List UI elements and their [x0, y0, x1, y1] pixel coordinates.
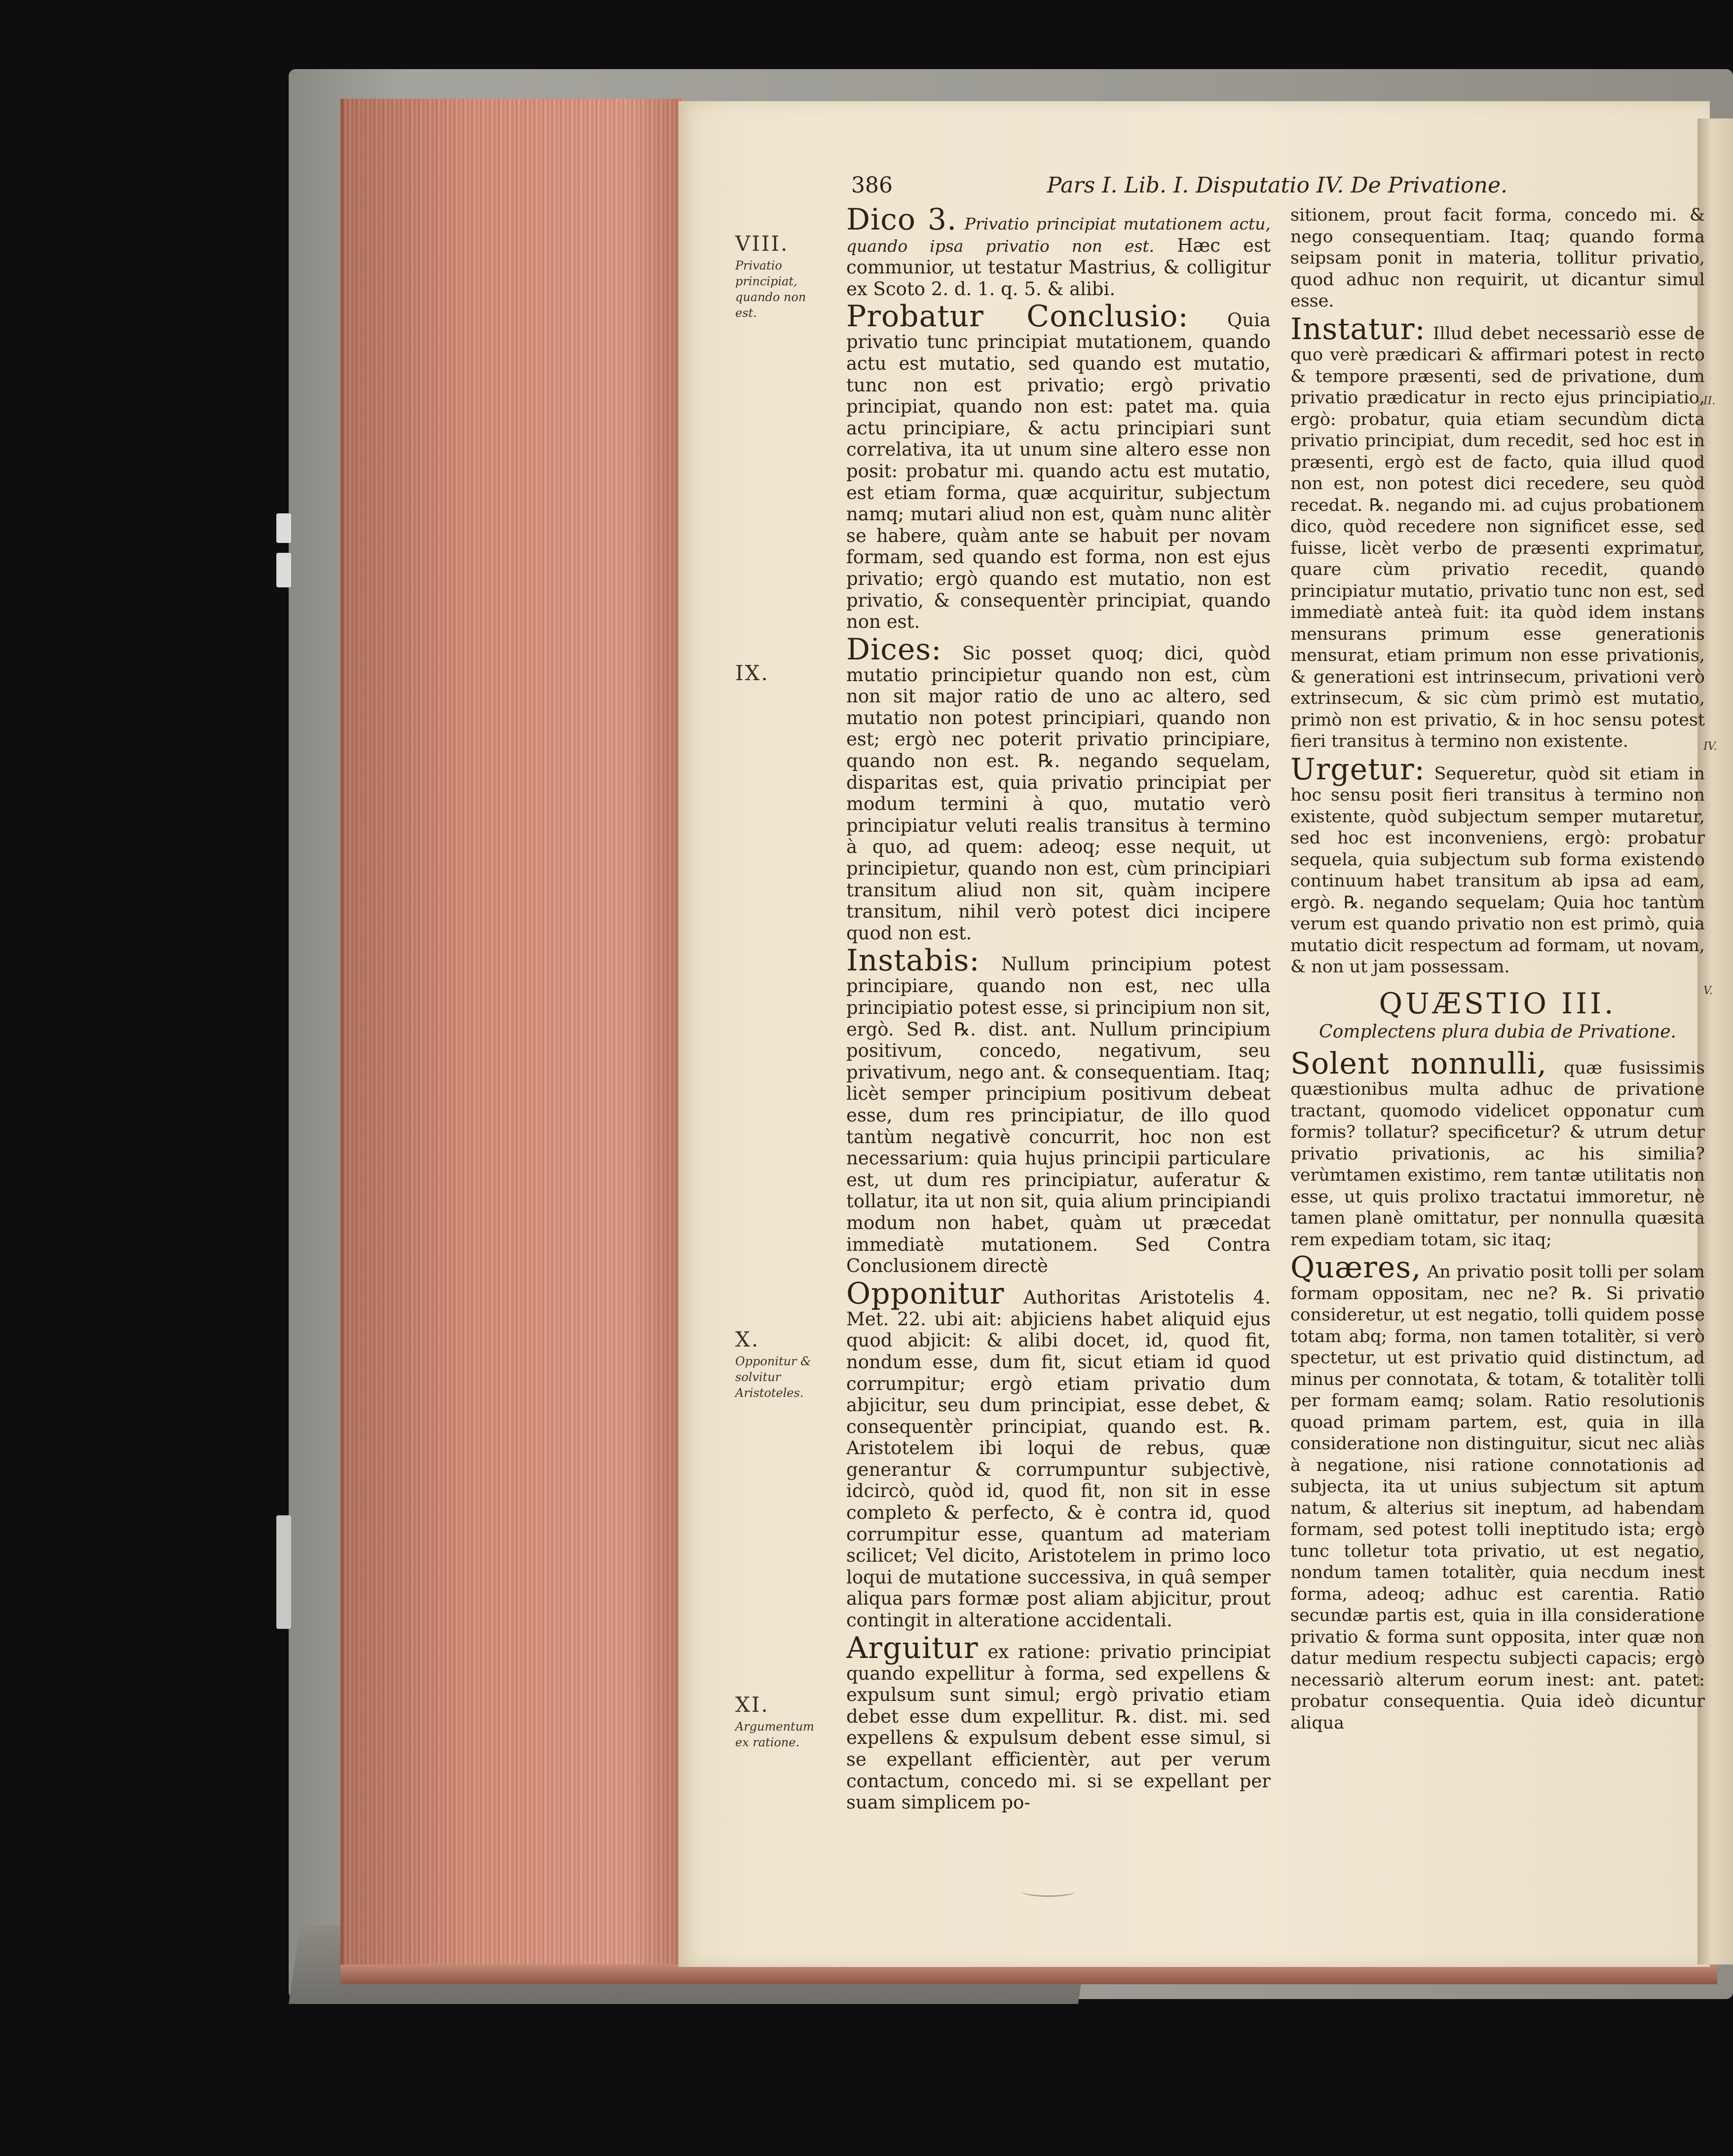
- clasp: [276, 1515, 291, 1629]
- page-number: 386: [851, 173, 893, 198]
- clasp: [276, 513, 291, 543]
- margin-note-x: [735, 1328, 817, 1401]
- running-title: Pars I. Lib. I. Disputatio IV. De Privatione.: [1047, 173, 1507, 198]
- paragraph-lead: Instabis:: [846, 943, 980, 978]
- clasp: [276, 553, 291, 587]
- running-header: [851, 173, 1507, 207]
- text-column-left: [846, 205, 1271, 1848]
- quaestio-subtitle: Complectens plura dubia de Privatione.: [1319, 1022, 1676, 1042]
- margin-note-number: VIII.: [735, 231, 789, 256]
- paragraph: [846, 1276, 1271, 1631]
- margin-note-text: Opponitur & solvitur Aristoteles.: [735, 1354, 811, 1400]
- paragraph-text: Illud debet necessariò esse de quo verè prædicari & affirmari potest in recto & tempore præsenti, sed de privatione, dum privatio prædicatur in recto ejus principiatio, ergò: probatur, quia etiam secundùm dicta privatio principiat, dum recedit, sed hoc est in præsenti, ergò est de facto, quia illud quod non est, non potest dici recedere, seu quòd recedat. ℞. negando mi. ad cujus probationem dico, quòd recedere non significet esse, sed fuisse, licèt verbo de præsenti exprimatur, quare cùm privatio recedit, quando principiatur mutatio, privatio tunc non est, sed immediatè anteà fuit: ita quòd idem instans mensurans primum esse generationis mensurat, etiam primum non esse privationis, & generationi est intrinsecum, privationi verò extrinsecum, & sic cùm primò est mutatio, primò non est privatio, & in hoc sensu potest fieri transitus à termino non existente.: [1290, 323, 1705, 751]
- paragraph: [846, 299, 1271, 633]
- paragraph: [846, 205, 1271, 300]
- paragraph-text: sitionem, prout facit forma, concedo mi. & nego consequentiam. Itaq; quando forma seipsam ponit in materia, tollitur privatio, quod adhuc non requirit, ut dicantur simul esse.: [1290, 205, 1705, 311]
- paragraph-text: Sequeretur, quòd sit etiam in hoc sensu posit fieri transitus à termino non existente, quòd subjectum semper mutaretur, sed hoc est inconveniens, ergò: probatur sequela, quia subjectum sub forma existendo continuum habet transitum ab ipsa ad eam, ergò. ℞. negando sequelam; Quia hoc tantùm verum est quando privatio non est primò, quia mutatio dicit respectum ad formam, ut novam, & non ut jam possessam.: [1290, 764, 1705, 977]
- paragraph: [1290, 205, 1705, 312]
- paragraph-lead-italic: Privatio principiat mutationem actu, quando ipsa privatio non est.: [846, 214, 1271, 256]
- paragraph: [1290, 1250, 1705, 1734]
- paragraph-lead: Probatur Conclusio:: [846, 299, 1189, 334]
- paragraph: [846, 1630, 1271, 1813]
- paragraph-lead: Arguitur: [846, 1630, 979, 1665]
- paragraph: [1290, 1046, 1705, 1251]
- text-column-right: [1290, 205, 1705, 1848]
- paragraph-text: Sic posset quoq; dici, quòd mutatio principietur quando non est, cùm non sit major ratio de uno ac altero, sed mutatio non potest principiari, quando non est; ergò nec poterit privatio principiare, quando non est. ℞. negando sequelam, disparitas est, quia privatio principiat per modum termini à quo, mutatio verò principiatur veluti realis transitus à termino à quo, ad quem: adeoq; esse nequit, ut principietur, quando non est, cùm principiari transitum aliud non sit, quàm incipere transitum, nihil verò potest dici incipere quod non est.: [846, 642, 1271, 944]
- paragraph-lead: Dico 3.: [846, 205, 957, 237]
- paragraph-lead: Opponitur: [846, 1276, 1005, 1311]
- margin-note-xi: [735, 1693, 817, 1750]
- paragraph-lead: Quæres,: [1290, 1250, 1422, 1285]
- page-edges-shade: [340, 99, 681, 1969]
- paragraph-text: quæ fusissimis quæstionibus multa adhuc de privatione tractant, quomodo videlicet opponatur cum formis? tollatur? specificetur? & utrum detur privatio privationis, ac his similia? verùmtamen existimo, rem tantæ utilitatis non esse, ut quis prolixo tractatui immoretur, nè tamen planè omittatur, per nonnulla quæsita rem expediam totam, sic itaq;: [1290, 1058, 1705, 1250]
- paragraph-lead: Solent nonnulli,: [1290, 1046, 1547, 1081]
- paragraph-text: Quia privatio tunc principiat mutationem, quando actu est mutatio, sed quando est mutatio, tunc non est privatio; ergò privatio principiat, quando non est: patet ma. quia actu principiare, & actu principiari sunt correlativa, ita ut unum sine altero esse non posit: probatur mi. quando actu est mutatio, est etiam forma, quæ acquiritur, subjectum namq; mutari aliud non est, quàm nunc alitèr se habere, quàm ante se habuit per novam formam, sed quando est forma, non est ejus privatio; ergò quando est mutatio, non est privatio, & consequentèr principiat, quando non est.: [846, 309, 1271, 633]
- paragraph-lead: Instatur:: [1290, 311, 1426, 346]
- margin-note-number: X.: [735, 1327, 760, 1351]
- ink-smudge: [1021, 1886, 1076, 1897]
- paragraph-text: Authoritas Aristotelis 4. Met. 22. ubi ait: abjiciens habet aliquid ejus quod abjicit: & alibi docet, id, quod fit, nondum esse, dum fit, sicut etiam id quod corrumpitur; ergò etiam privatio dum abjicitur, seu dum principiat, esse debet, & consequentèr principiat, quando est. ℞. Aristotelem ibi loqui de rebus, quæ generantur & corrumpuntur subjectivè, idcircò, quòd id, quod fit, non sit in esse completo & perfecto, & è contra id, quod corrumpitur esse, quantum ad materiam scilicet; Vel dicito, Aristotelem in primo loco loqui de mutatione successiva, in quâ semper aliqua pars formæ post aliam abjicitur, prout contingit in alteratione accidentali.: [846, 1286, 1271, 1631]
- margin-note-number: IX.: [735, 661, 769, 685]
- paragraph-text: An privatio posit tolli per solam formam oppositam, nec ne? ℞. Si privatio consideretur, ut est negatio, tolli quidem posse totam abq; forma, non tamen totalitèr, si verò spectetur, ut est privatio quid distinctum, ad minus per connotata, & totam, & totalitèr tolli per formam eamq; solam. Ratio resolutionis quoad primam partem, est, quia in illa consideratione non distinguitur, sicut nec aliàs à negatione, nisi ratione connotationis ad subjecta, ita ut unius subjectum sit aptum natum, & alterius sit ineptum, ad habendam formam, sed potest tolli ineptitudo ista; ergò tunc tolletur tota privatio, ut est negatio, nondum tamen totalitèr, quia necdum inest forma, adeoq; adhuc est carentia. Ratio secundæ partis est, quia in illa consideratione privatio & forma sunt opposita, inter quæ non datur medium respectu subjecti capacis; ergò necessariò alterum eorum inest: ant. patet: probatur consequentia. Quia ideò dicuntur aliqua: [1290, 1262, 1705, 1733]
- paragraph: [1290, 311, 1705, 753]
- margin-note-ix: [735, 661, 817, 687]
- paragraph-text: Nullum principium potest principiare, quando non est, nec ulla principiatio potest esse, si principium non sit, ergò. Sed ℞. dist. ant. Nullum principium positivum, concedo, negativum, seu privativum, nego ant. & consequentiam. Itaq; licèt semper principium positivum debeat esse, dum res principiatur, de illo quod tantùm negativè concurrit, hoc non est necessarium: quia hujus principii particulare est, ut dum res principiatur, auferatur & tollatur, ita ut non sit, quia alium principiandi modum non habet, quàm ut præcedat immediatè mutationem. Sed Contra Conclusionem directè: [846, 954, 1271, 1277]
- right-margin-note-iv: IV.: [1703, 740, 1717, 753]
- right-margin-note-ii: II.: [1703, 395, 1716, 407]
- paragraph-lead: Dices:: [846, 632, 942, 667]
- margin-note-text: Argumentum ex ratione.: [735, 1720, 814, 1749]
- margin-note-number: XI.: [735, 1693, 769, 1717]
- page-bottom-fold: [340, 1964, 1717, 1984]
- paragraph-text: Hæc est communior, ut testatur Mastrius, & colligitur ex Scoto 2. d. 1. q. 5. & alibi.: [846, 234, 1271, 300]
- paragraph-lead: Urgetur:: [1290, 752, 1425, 787]
- paragraph-text: ex ratione: privatio principiat quando expellitur à forma, sed expellens & expulsum sunt simul; ergò privatio etiam debet esse dum expellitur. ℞. dist. mi. sed expellens & expulsum debent esse simul, si se expellant efficientèr, aut per verum contactum, concedo mi. si se expellant per suam simplicem po-: [846, 1641, 1271, 1813]
- right-margin-note-v: V.: [1703, 985, 1713, 997]
- paragraph: [846, 632, 1271, 944]
- paragraph: [1290, 752, 1705, 978]
- paragraph: [846, 943, 1271, 1277]
- quaestio-heading: QUÆSTIO III.: [1379, 986, 1617, 1020]
- margin-note-viii: [735, 232, 817, 321]
- margin-note-text: Privatio principiat, quando non est.: [735, 259, 806, 320]
